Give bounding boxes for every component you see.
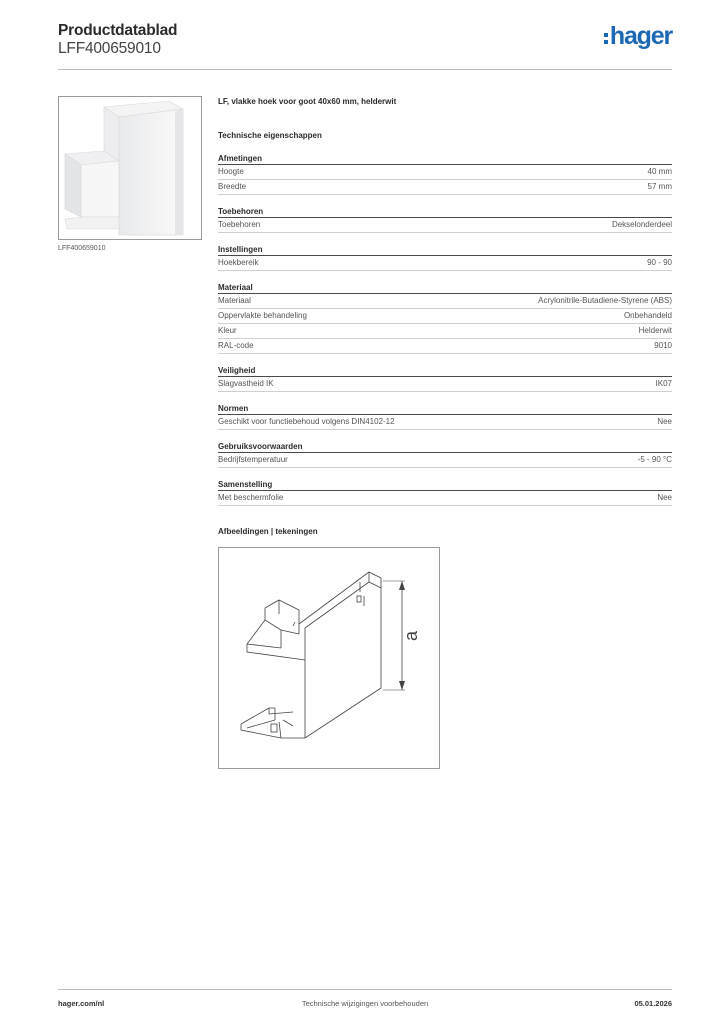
footer-website-link[interactable]: hager.com/nl [58, 999, 105, 1008]
product-image-caption: LFF400659010 [58, 245, 106, 252]
spec-label: RAL-code [218, 341, 254, 350]
footer-date: 05.01.2026 [634, 999, 672, 1008]
section-title: Veiligheid [218, 365, 672, 377]
spec-label: Toebehoren [218, 220, 261, 229]
spec-value: Helderwit [638, 326, 672, 335]
corner-drawing-icon [219, 548, 439, 768]
spec-row [218, 377, 672, 392]
spec-row [218, 165, 672, 180]
spec-row [218, 339, 672, 354]
page-title: Productdatablad [58, 22, 178, 39]
product-render-icon [59, 97, 201, 239]
spec-section [218, 365, 672, 392]
spec-value: Nee [657, 417, 672, 426]
images-heading: Afbeeldingen | tekeningen [218, 527, 318, 536]
spec-section [218, 244, 672, 271]
section-title: Toebehoren [218, 206, 672, 218]
page-header [58, 22, 672, 70]
spec-label: Materiaal [218, 296, 251, 305]
spec-label: Oppervlakte behandeling [218, 311, 307, 320]
spec-value: Onbehandeld [623, 311, 672, 320]
spec-value: 9010 [654, 341, 672, 350]
spec-sections [218, 153, 672, 506]
section-title: Materiaal [218, 282, 672, 294]
spec-section [218, 403, 672, 430]
section-title: Normen [218, 403, 672, 415]
technical-drawing [218, 547, 440, 769]
spec-row [218, 218, 672, 233]
spec-row [218, 294, 672, 309]
spec-label: Hoekbereik [218, 258, 259, 267]
spec-row [218, 309, 672, 324]
page-footer [58, 989, 672, 1008]
spec-row [218, 491, 672, 506]
product-image [58, 96, 202, 240]
spec-section [218, 479, 672, 506]
spec-value: 57 mm [647, 182, 672, 191]
section-title: Samenstelling [218, 479, 672, 491]
spec-section [218, 153, 672, 195]
section-title: Gebruiksvoorwaarden [218, 441, 672, 453]
spec-label: Hoogte [218, 167, 244, 176]
spec-row [218, 180, 672, 195]
spec-section [218, 441, 672, 468]
spec-row [218, 324, 672, 339]
dimension-label: a [401, 630, 421, 642]
spec-label: Bedrijfstemperatuur [218, 455, 288, 464]
spec-value: 90 - 90 [647, 258, 672, 267]
technical-heading: Technische eigenschappen [218, 131, 322, 140]
spec-row [218, 256, 672, 271]
spec-label: Slagvastheid IK [218, 379, 274, 388]
spec-row [218, 415, 672, 430]
section-title: Instellingen [218, 244, 672, 256]
spec-label: Kleur [218, 326, 237, 335]
spec-value: 40 mm [647, 167, 672, 176]
spec-section [218, 282, 672, 354]
spec-value: Nee [657, 493, 672, 502]
section-title: Afmetingen [218, 153, 672, 165]
spec-label: Breedte [218, 182, 247, 191]
spec-row [218, 453, 672, 468]
spec-value: IK07 [655, 379, 672, 388]
spec-value: Dekselonderdeel [611, 220, 672, 229]
logo-dots-icon [604, 33, 608, 44]
product-name: LF, vlakke hoek voor goot 40x60 mm, helderwit [218, 97, 397, 106]
logo-text: hager [609, 22, 672, 50]
spec-label: Geschikt voor functiebehoud volgens DIN4102-12 [218, 417, 395, 426]
footer-notice: Technische wijzigingen voorbehouden [301, 999, 429, 1008]
spec-value: -5 - 90 °C [637, 455, 672, 464]
spec-value: Acrylonitrile-Butadiene-Styrene (ABS) [538, 296, 672, 305]
spec-section [218, 206, 672, 233]
spec-content [218, 96, 672, 769]
spec-label: Met beschermfolie [218, 493, 284, 502]
product-code: LFF400659010 [58, 40, 161, 57]
hager-logo[interactable] [604, 24, 672, 49]
